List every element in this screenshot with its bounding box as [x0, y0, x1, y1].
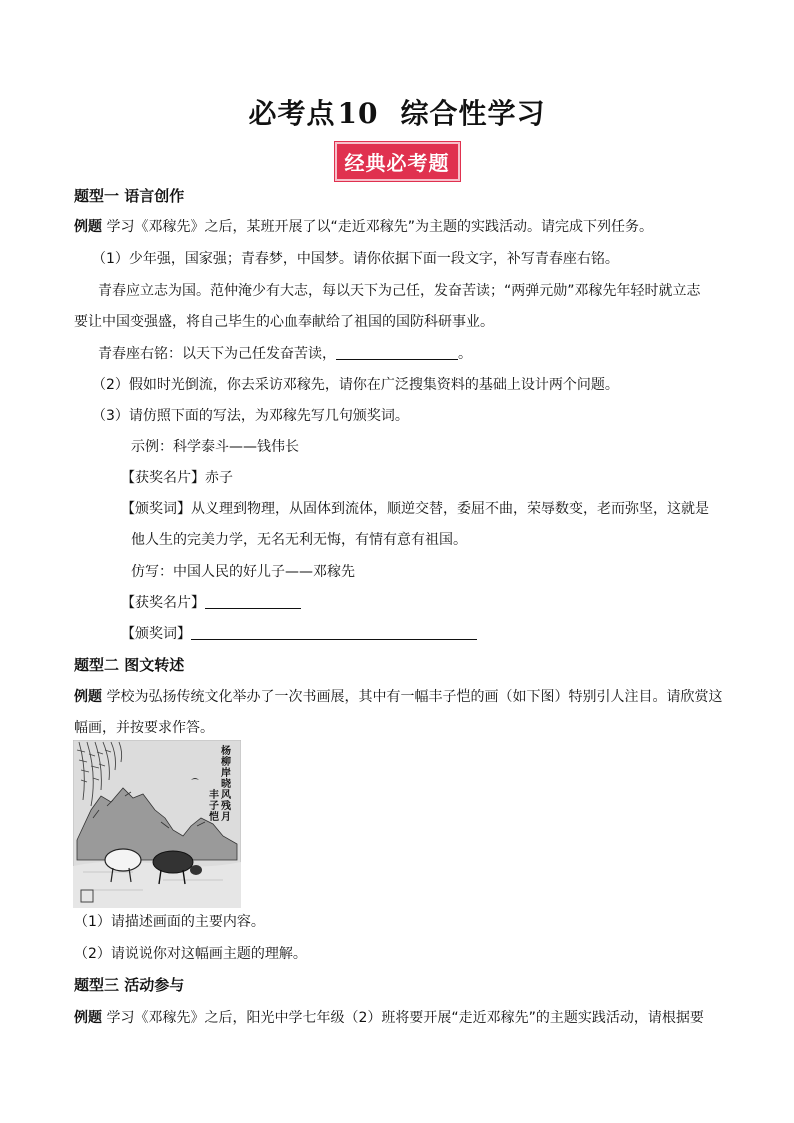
imitation-line: 仿写：中国人民的好儿子——邓稼先 [131, 564, 355, 580]
blank-name-label: 【获奖名片】 [121, 595, 205, 611]
award-words-line1: 【颁奖词】从义理到物理，从固体到流体，顺逆交替，委屈不曲，荣辱数变，老而弥坚，这就是 [121, 501, 709, 517]
classic-badge: 经典必考题 [335, 142, 460, 181]
section1-example [74, 217, 653, 237]
dark-ox [153, 851, 193, 873]
motto-suffix: 。 [458, 346, 472, 362]
motto-blank[interactable] [336, 345, 458, 360]
passage-line2: 要让中国变强盛，将自己毕生的心血奉献给了祖国的国防科研事业。 [74, 314, 494, 330]
example-label: 例题 [74, 689, 102, 705]
award-words-line2: 他人生的完美力学，无名无利无悔，有情有意有祖国。 [131, 532, 467, 548]
award-name-blank[interactable] [205, 594, 301, 609]
example-text: 学校为弘扬传统文化举办了一次书画展，其中有一幅丰子恺的画（如下图）特别引人注目。请欣赏这 [106, 689, 723, 705]
sample-line: 示例：科学泰斗——钱伟长 [131, 439, 299, 455]
section2-example-line1 [74, 687, 722, 707]
section2-heading: 题型二 图文转述 [74, 656, 185, 674]
feng-zikai-painting [73, 740, 241, 908]
section1-q3: （3）请仿照下面的写法，为邓稼先写几句颁奖词。 [92, 408, 409, 424]
section2-q2: （2）请说说你对这幅画主题的理解。 [74, 946, 307, 962]
section1-q1: （1）少年强，国家强；青春梦，中国梦。请你依据下面一段文字，补写青春座右铭。 [92, 251, 619, 267]
title-sub: 综合性学习 [400, 97, 546, 130]
award-name-line: 【获奖名片】赤子 [121, 470, 233, 486]
painting-caption: 杨柳岸晓风残月 丰子恺 [209, 746, 231, 823]
example-text: 学习《邓稼先》之后，阳光中学七年级（2）班将要开展“走近邓稼先”的主题实践活动，请根据要 [106, 1010, 704, 1026]
section1-heading: 题型一 语言创作 [74, 187, 185, 205]
blank-words-line [121, 624, 477, 644]
section3-example [74, 1008, 704, 1028]
section1-q2: （2）假如时光倒流，你去采访邓稼先，请你在广泛搜集资料的基础上设计两个问题。 [92, 377, 619, 393]
motto-prefix: 青春座右铭：以天下为己任发奋苦读， [98, 346, 336, 362]
title-main: 必考点 [248, 97, 336, 130]
example-text: 学习《邓稼先》之后，某班开展了以“走近邓稼先”为主题的实践活动。请完成下列任务。 [106, 219, 653, 235]
section2-q1: （1）请描述画面的主要内容。 [74, 914, 265, 930]
section3-heading: 题型三 活动参与 [74, 976, 185, 994]
page-title [0, 92, 794, 132]
section2-example-line2: 幅画，并按要求作答。 [74, 720, 214, 736]
blank-words-label: 【颁奖词】 [121, 626, 191, 642]
award-words-blank[interactable] [191, 625, 477, 640]
white-ox [105, 849, 141, 871]
blank-name-line [121, 593, 301, 613]
passage-line1: 青春应立志为国。范仲淹少有大志，每以天下为己任，发奋苦读；“两弹元勋”邓稼先年轻时就立志 [98, 283, 701, 299]
example-label: 例题 [74, 1010, 102, 1026]
title-number: 10 [337, 97, 379, 130]
example-label: 例题 [74, 219, 102, 235]
motto-line [98, 344, 472, 364]
